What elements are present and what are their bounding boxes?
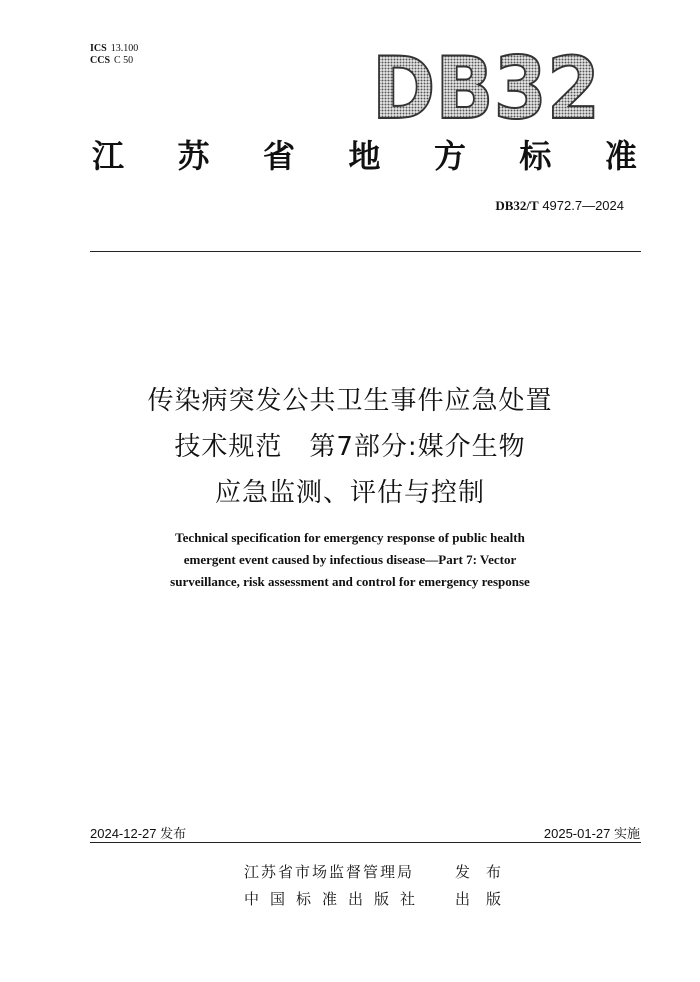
title-char: 苏 [177, 137, 210, 175]
chinese-title-line-1: 传染病突发公共卫生事件应急处置 [147, 386, 553, 416]
title-char: 省 [262, 137, 295, 175]
english-title-line-3: surveillance, risk assessment and control for emergency response [170, 574, 530, 589]
ics-value: 13.100 [110, 43, 139, 54]
title-char: 标 [519, 137, 552, 175]
english-title-line-2: emergent event caused by infectious disease—Part 7: Vector [183, 552, 517, 567]
top-divider [90, 251, 641, 252]
logo-text: DB32 [372, 39, 600, 139]
db32-logo [372, 39, 602, 139]
standard-number-value: 4972.7—2024 [538, 198, 624, 213]
chinese-title-line-2: 技术规范 第7部分:媒介生物 [174, 432, 526, 462]
bottom-divider [90, 842, 641, 843]
title-char: 地 [348, 137, 381, 175]
ccs-value: C 50 [114, 55, 134, 66]
ccs-code [90, 55, 138, 67]
title-char: 方 [433, 137, 466, 175]
ics-code [90, 43, 138, 55]
title-char: 江 [92, 137, 125, 175]
issuing-agency: 江苏省市场监督管理局 [244, 863, 415, 881]
implementation-date: 2025-01-27 实施 [543, 826, 640, 841]
english-title-line-1: Technical specification for emergency response of public health [175, 530, 525, 545]
chinese-title-line-3: 应急监测、评估与控制 [214, 478, 485, 508]
standard-type-title [92, 136, 637, 176]
release-date: 2024-12-27 发布 [90, 826, 187, 841]
standard-number-prefix: DB32/T [495, 198, 539, 213]
issuing-action: 发布 [455, 863, 518, 881]
ics-label: ICS [90, 43, 107, 54]
standard-number [495, 198, 624, 214]
ccs-label: CCS [90, 55, 111, 66]
publishing-action: 出版 [455, 890, 518, 908]
publishing-house: 中国标准出版社 [244, 890, 427, 908]
title-char: 准 [604, 137, 637, 175]
classification-codes [90, 43, 138, 67]
